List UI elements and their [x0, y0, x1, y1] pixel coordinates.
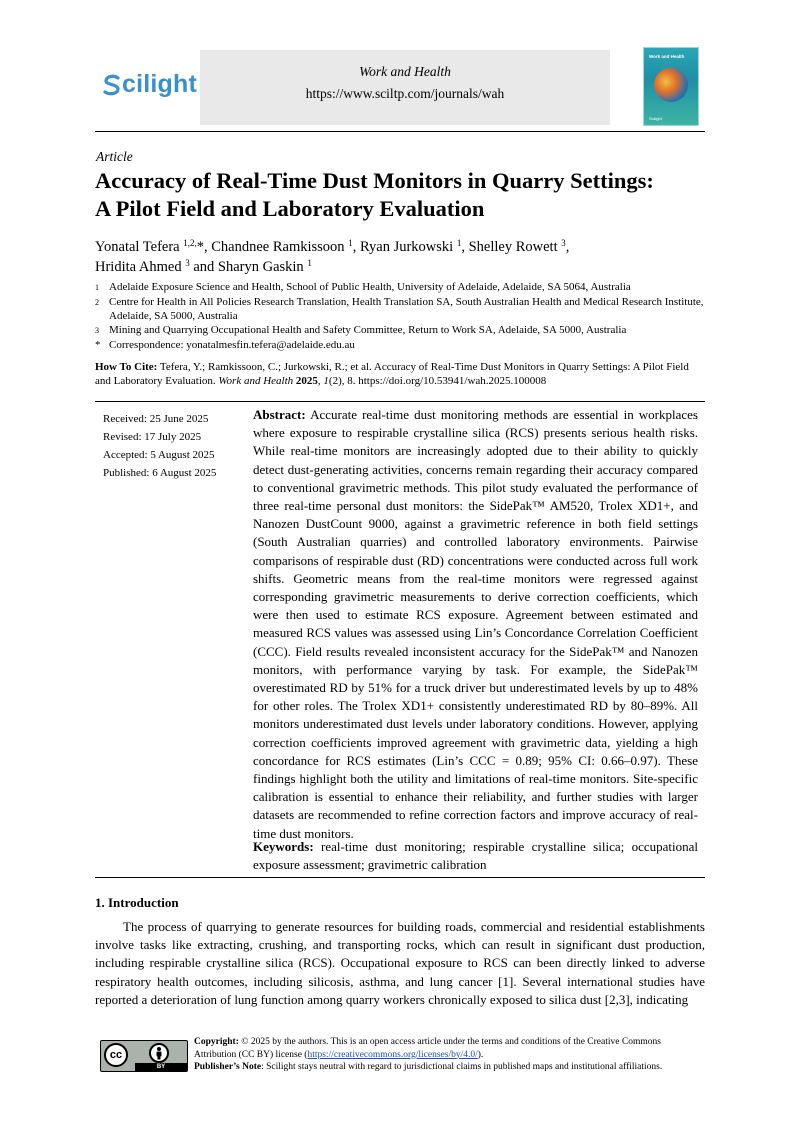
cc-by-license-badge[interactable] — [100, 1040, 188, 1072]
author-list — [95, 238, 715, 277]
keywords: Keywords: real-time dust monitoring; respirable crystalline silica; occupational exposure assessment; gravimetric calibration — [253, 839, 698, 873]
journal-name: Work and Health — [359, 64, 451, 79]
title-line-1: Accuracy of Real-Time Dust Monitors in Quarry Settings: — [95, 168, 654, 193]
date-revised: Revised: 17 July 2025 — [103, 431, 202, 443]
by-label: BY — [135, 1063, 187, 1071]
header-divider — [95, 131, 705, 132]
article-type: Article — [96, 149, 133, 164]
title-line-2: A Pilot Field and Laboratory Evaluation — [95, 196, 485, 221]
how-to-cite: How To Cite: Tefera, Y.; Ramkissoon, C.; Jurkowski, R.; et al. Accuracy of Real-Time Dust Monitors in Quarry Settings: A Pilot Field and Laboratory Evaluation. Work and Health 2025, 1(2), 8. https://doi.org/10.53941/wah.2025.100008 — [95, 361, 689, 387]
copyright-text: Copyright: © 2025 by the authors. This is an open access article under the terms and conditions of the Creative Commons Attribution (CC BY) license (https://creativecommons.org/licenses/by/4.0/). — [194, 1037, 661, 1060]
author-ramkissoon[interactable]: , Chandnee Ramkissoon — [204, 239, 349, 255]
doi-link[interactable]: (2), 8. https://doi.org/10.53941/wah.2025.100008 — [328, 375, 547, 387]
divider-top — [95, 401, 705, 402]
affiliation-3: 3 Mining and Quarrying Occupational Health and Safety Committee, Return to Work SA, Adelaide, SA 5000, Australia — [95, 324, 627, 336]
attribution-person-icon — [149, 1043, 169, 1063]
section-heading-introduction: 1. Introduction — [95, 895, 179, 910]
abstract: Abstract: Accurate real-time dust monitoring methods are essential in workplaces where exposure to respirable crystalline silica (RCS) presents serious health risks. While real-time monitors are increasingly adopted due to their ability to quickly detect dust-generating activities, concerns remain regarding their accuracy compared to conventional gravimetric methods. This pilot study evaluated the performance of three real-time personal dust monitors: the SidePak™ AM520, Trolex XD1+, and Nanozen DustCount 9000, against a gravimetric reference in both field settings (South Australian quarries) and controlled laboratory environments. Pairwise comparisons of respirable dust (RD) concentrations were conducted across full work shifts. Geometric means from the real-time monitors were regressed against corresponding gravimetric measurements to derive correction coefficients, which were then used to estimate RCS exposure. Agreement between estimated and measured RCS values was assessed using Lin’s Concordance Correlation Coefficient (CCC). Field results revealed inconsistent accuracy for the SidePak™ and Nanozen monitors, with performance varying by task. For example, the SidePak™ overestimated RD by 51% for a truck driver but underestimated levels by up to 48% for other roles. The Trolex XD1+ consistently underestimated RD by 80–89%. All monitors underestimated dust levels under laboratory conditions. However, applying correction coefficients improved agreement with gravimetric data, yielding a high concordance for RCS estimates (Lin’s CCC = 0.89; 95% CI: 0.66–0.97). These findings highlight both the utility and limitations of real-time monitors. Site-specific calibration is essential to enhance their reliability, and further studies with larger datasets are recommended to refine correction factors and improve accuracy of real-time dust monitors. — [253, 407, 698, 841]
affiliation-1: 1 Adelaide Exposure Science and Health, School of Public Health, University of Adelaide, Adelaide, SA 5064, Australia — [95, 281, 631, 293]
journal-cover-image — [644, 48, 698, 125]
author-line-2: Hridita Ahmed $^3$ and Sharyn Gaskin $^1$ — [95, 257, 312, 275]
copyright-notice — [194, 1036, 704, 1074]
author-jurkowski[interactable]: , Ryan Jurkowski — [352, 239, 457, 255]
publication-dates — [103, 410, 216, 482]
journal-header-box — [200, 50, 610, 125]
cover-globe-icon — [654, 68, 688, 102]
date-published: Published: 6 August 2025 — [103, 467, 217, 479]
author-rowett[interactable]: , Shelley Rowett — [461, 239, 562, 255]
cc-icon: cc — [104, 1043, 128, 1067]
cover-title: Work and Health — [649, 54, 685, 59]
scilight-s-icon — [103, 74, 121, 96]
publisher-note: Publisher’s Note: Scilight stays neutral with regard to jurisdictional claims in published maps and institutional affiliations. — [194, 1062, 663, 1072]
cover-brand: Scilight — [649, 116, 662, 121]
author-line-1: Yonatal Tefera $^{1,2,}$*, Chandnee Ramkissoon $^1$, Ryan Jurkowski $^1$, Shelley Rowett $^3$, — [95, 238, 570, 255]
license-link[interactable]: https://creativecommons.org/licenses/by/4.0/ — [307, 1049, 478, 1060]
correspondence: * Correspondence: yonatalmesfin.tefera@adelaide.edu.au — [95, 339, 355, 351]
affiliations — [95, 280, 715, 352]
article-title — [95, 167, 715, 223]
date-received: Received: 25 June 2025 — [103, 413, 209, 425]
author-ahmed[interactable]: Hridita Ahmed — [95, 258, 186, 275]
author-tefera[interactable]: Yonatal Tefera — [95, 239, 184, 255]
author-gaskin[interactable]: and Sharyn Gaskin — [189, 258, 308, 275]
publisher-name: cilight — [122, 70, 198, 98]
affiliation-2: 2 Centre for Health in All Policies Research Translation, Health Translation SA, South Australian Health and Medical Research Institute, Adelaide, SA 5000, Australia — [95, 296, 704, 322]
date-accepted: Accepted: 5 August 2025 — [103, 449, 215, 461]
divider-bottom — [95, 877, 705, 878]
introduction-paragraph: The process of quarrying to generate resources for building roads, commercial and residential establishments involve tasks like extracting, crushing, and transporting rocks, which can result in significant dust production, including respirable crystalline silica (RCS). Occupational exposure to RCS can been directly linked to adverse respiratory health outcomes, including silicosis, asthma, and lung cancer [1]. Several international studies have reported a deterioration of lung function among quarry workers chronically exposed to silica dust [2,3], indicating — [95, 919, 705, 1007]
publisher-logo — [103, 70, 197, 99]
journal-url[interactable]: https://www.sciltp.com/journals/wah — [305, 86, 505, 101]
